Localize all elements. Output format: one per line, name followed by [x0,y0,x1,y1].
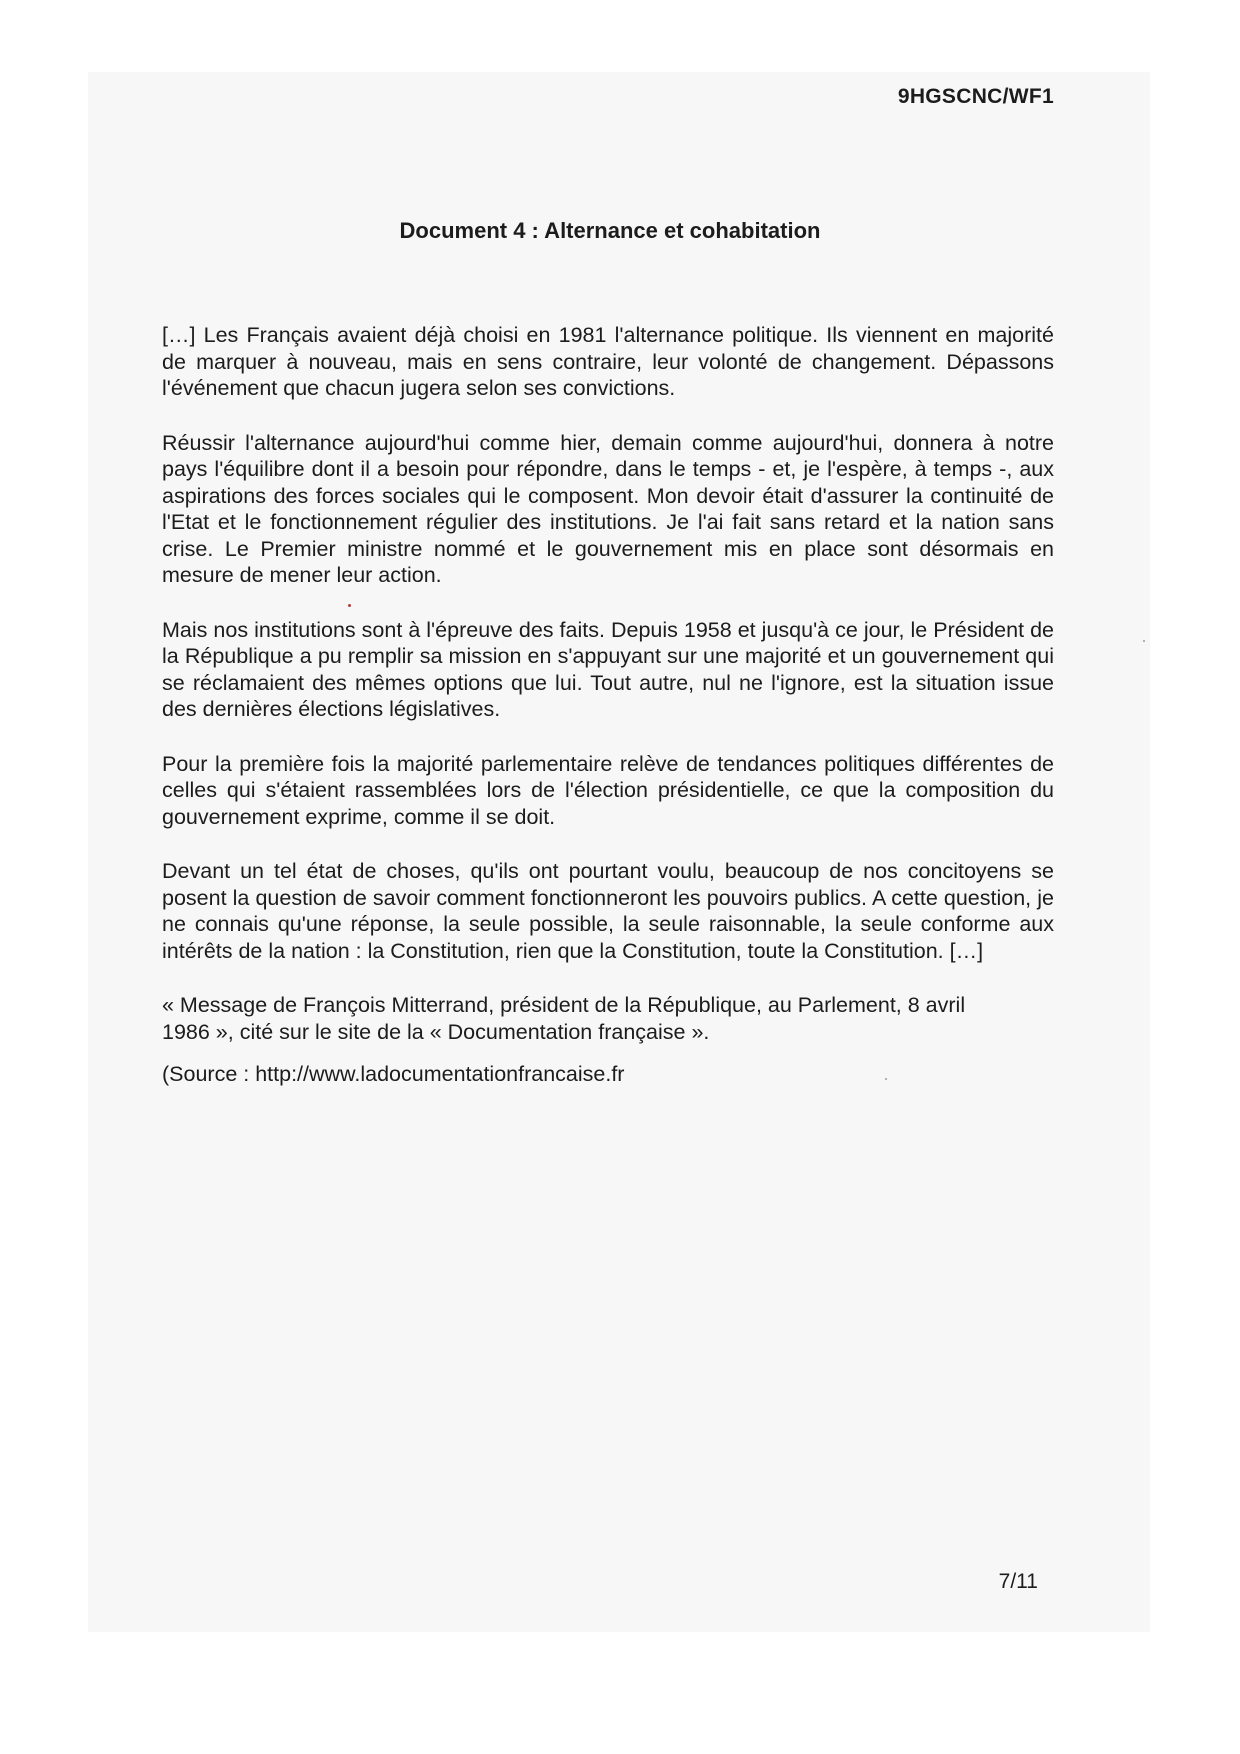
scan-speck [885,1078,887,1080]
page-number: 7/11 [998,1570,1038,1593]
citation: « Message de François Mitterrand, président de la République, au Parlement, 8 avril 1986 », cité sur le site de la « Documentation française ». [162,993,966,1044]
scan-speck [1143,640,1145,642]
paragraph-2: Réussir l'alternance aujourd'hui comme hier, demain comme aujourd'hui, donnera à notre pays l'équilibre dont il a besoin pour répondre, dans le temps - et, je l'espère, à temps -, aux aspirations des forces sociales qui le composent. Mon devoir était d'assurer la continuité de l'Etat et le fonctionnement régulier des institutions. Je l'ai fait sans retard et la nation sans crise. Le Premier ministre nommé et le gouvernement mis en place sont désormais en mesure de mener leur action. [162,430,1054,587]
source-reference: (Source : http://www.ladocumentationfrancaise.fr [162,1062,625,1086]
scan-speck [348,604,351,607]
paragraph-5: Devant un tel état de choses, qu'ils ont pourtant voulu, beaucoup de nos concitoyens se posent la question de savoir comment fonctionneront les pouvoirs publics. A cette question, je ne connais qu'une réponse, la seule possible, la seule raisonnable, la seule conforme aux intérêts de la nation : la Constitution, rien que la Constitution, toute la Constitution. […] [162,859,1054,963]
paragraph-1: […] Les Français avaient déjà choisi en 1981 l'alternance politique. Ils viennent en majorité de marquer à nouveau, mais en sens contraire, leur volonté de changement. Dépassons l'événement que chacun jugera selon ses convictions. [162,323,1054,400]
document-title: Document 4 : Alternance et cohabitation [399,218,821,243]
document-body [162,322,1054,1088]
exam-reference-code: 9HGSCNC/WF1 [897,85,1054,108]
paragraph-3: Mais nos institutions sont à l'épreuve des faits. Depuis 1958 et jusqu'à ce jour, le Président de la République a pu remplir sa mission en s'appuyant sur une majorité et un gouvernement qui se réclamaient des mêmes options que lui. Tout autre, nul ne l'ignore, est la situation issue des dernières élections législatives. [162,617,1054,721]
paragraph-4: Pour la première fois la majorité parlementaire relève de tendances politiques différentes de celles qui s'étaient rassemblées lors de l'élection présidentielle, ce que la composition du gouvernement exprime, comme il se doit. [162,751,1054,829]
